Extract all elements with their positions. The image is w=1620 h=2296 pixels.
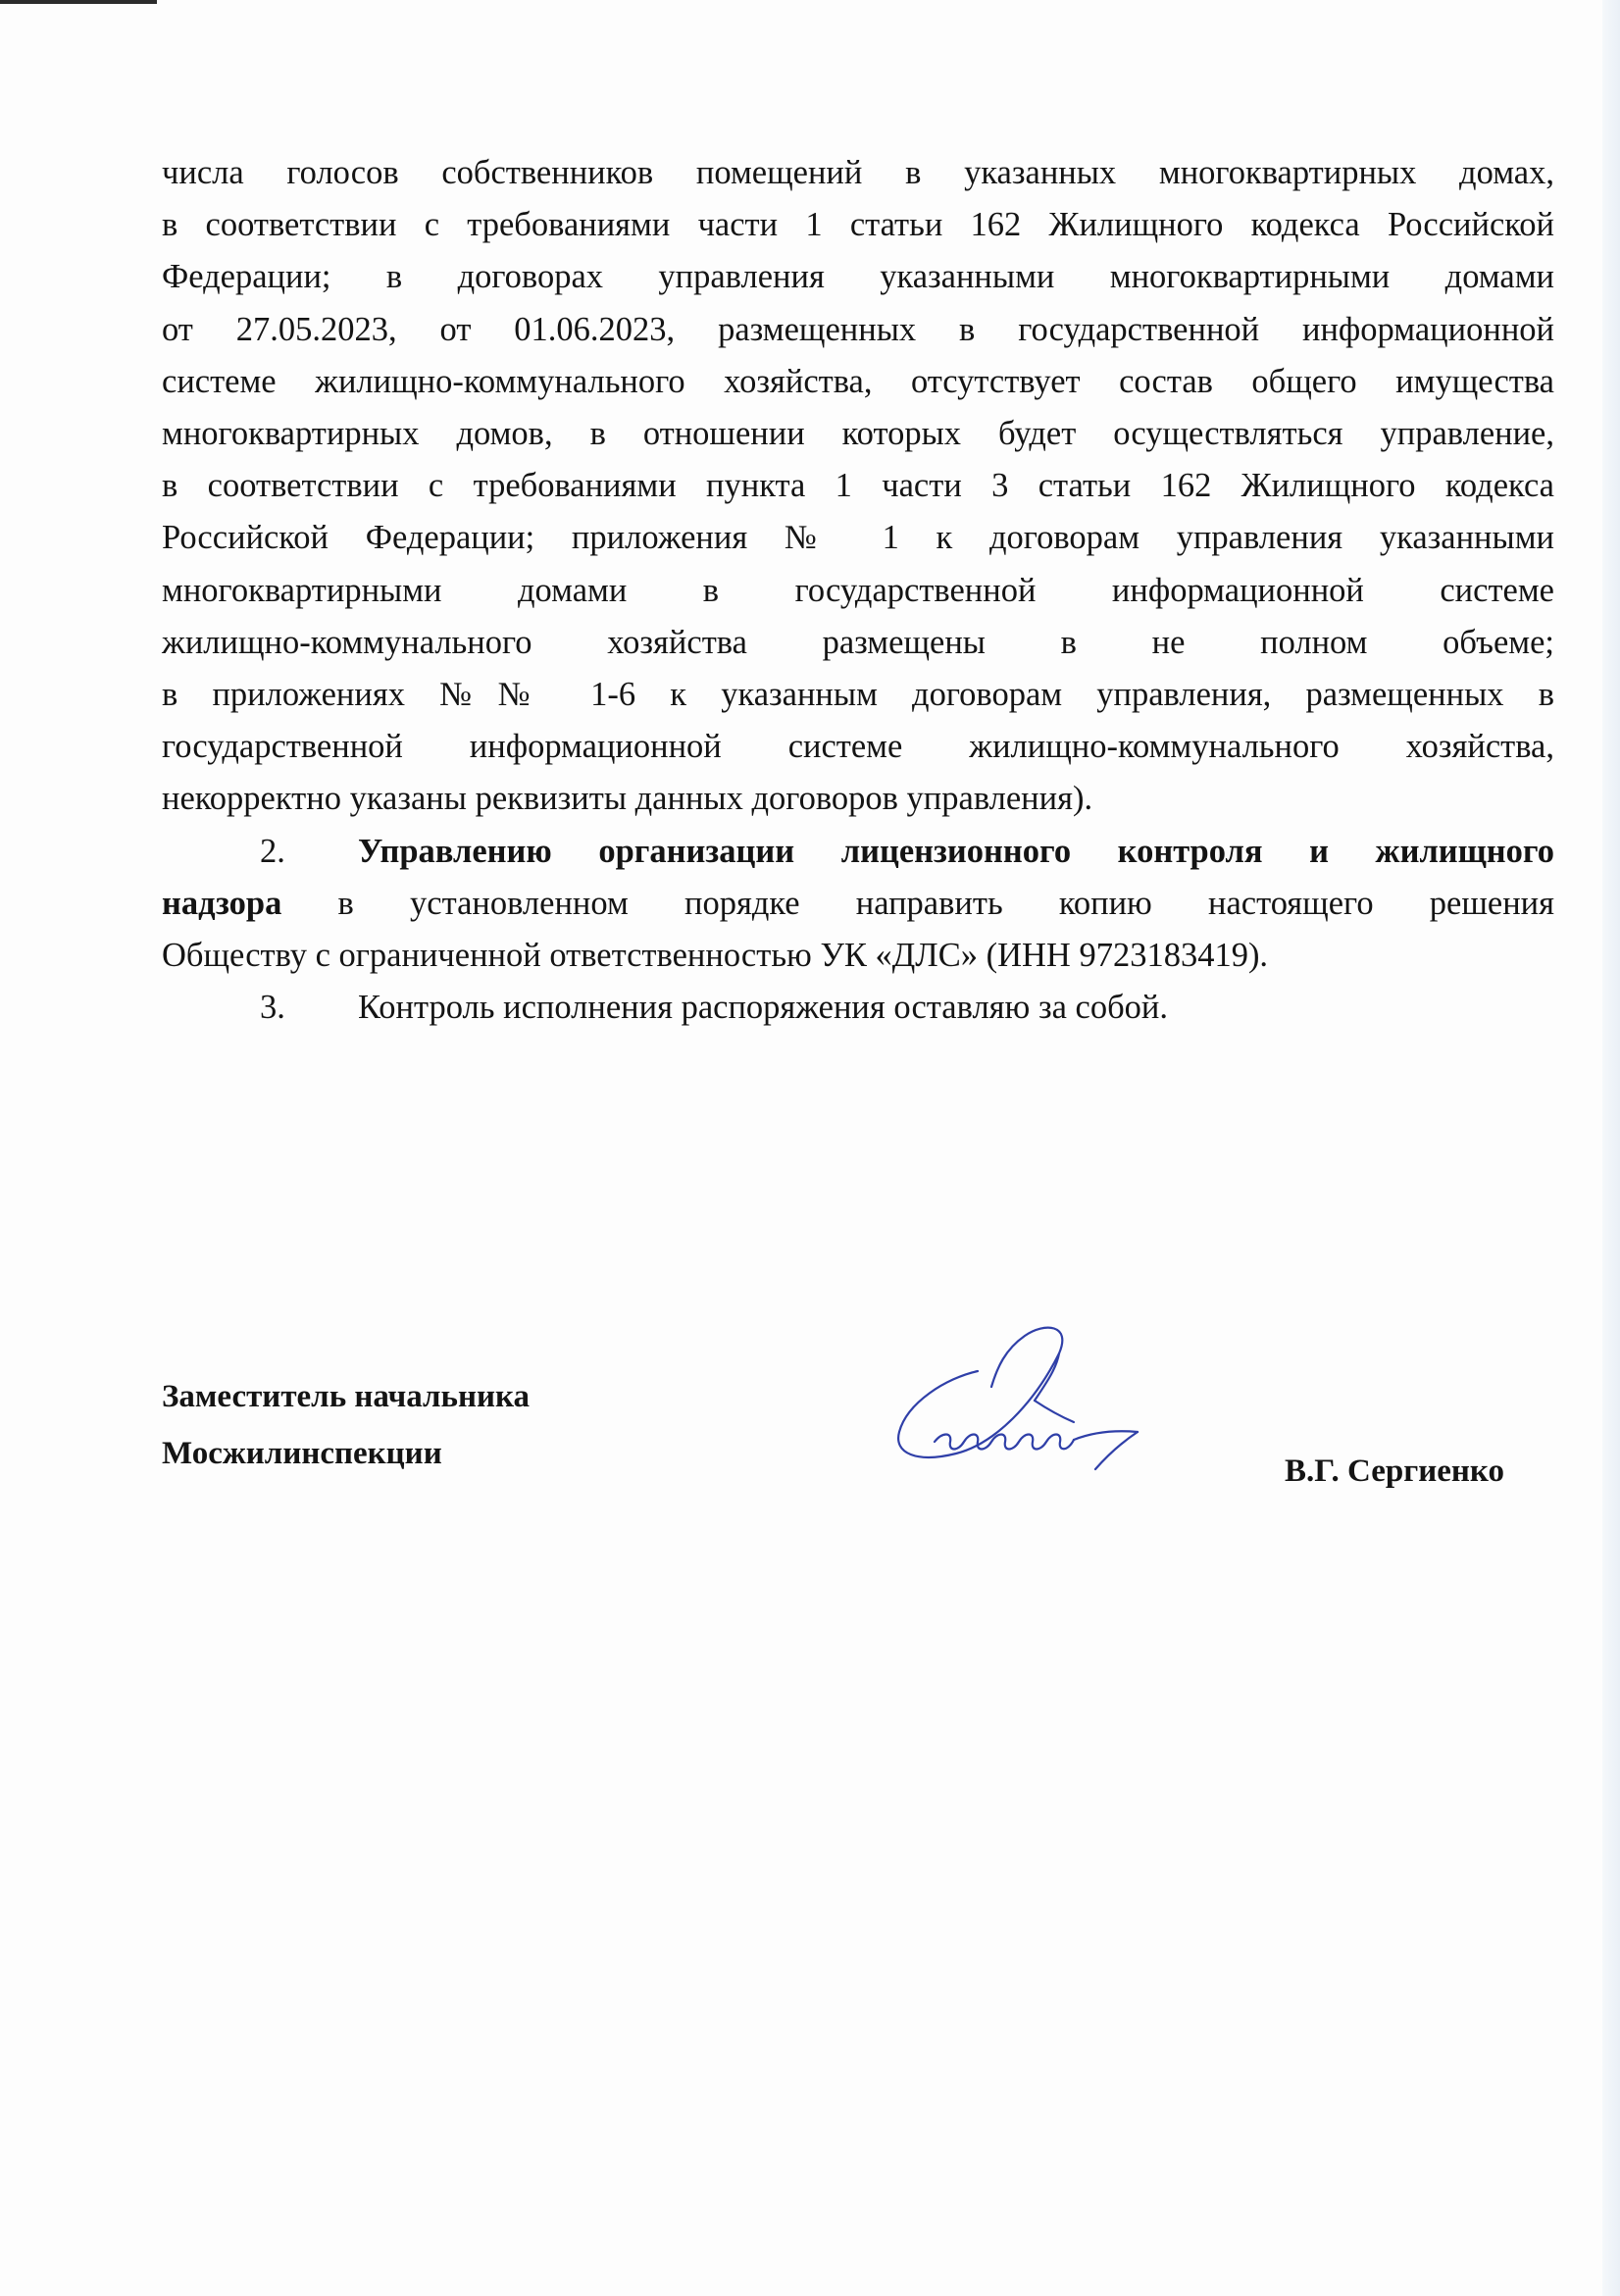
- paragraph-line: от 27.05.2023, от 01.06.2023, размещенных в государственной информационной: [162, 310, 1554, 348]
- paragraph-line: некорректно указаны реквизиты данных договоров управления).: [162, 780, 1093, 818]
- list-item-2-bold-word: надзора: [162, 884, 282, 922]
- list-number: 2.: [260, 832, 285, 870]
- list-item-2-text: в установленном порядке направить копию настоящего решения: [281, 884, 1554, 922]
- paragraph-line: государственной информационной системе жилищно-коммунального хозяйства,: [162, 728, 1554, 766]
- list-item-2-line-3: Обществу с ограниченной ответственностью УК «ДЛС» (ИНН 9723183419).: [162, 937, 1269, 975]
- signatory-name: В.Г. Сергиенко: [1285, 1454, 1505, 1489]
- list-item-3: [162, 982, 1554, 1034]
- list-item-3-text: Контроль исполнения распоряжения оставляю за собой.: [358, 989, 1168, 1027]
- list-item-3-line-1: [162, 982, 1554, 1034]
- paragraph-line: многоквартирными домами в государственной информационной системе: [162, 571, 1554, 609]
- document-body: [162, 147, 1554, 1034]
- page-edge-shadow: [1602, 0, 1620, 2296]
- paragraph-line: жилищно-коммунального хозяйства размещены в не полном объеме;: [162, 623, 1554, 661]
- paragraph-continuation: [162, 147, 1554, 826]
- position-line-2: Мосжилинспекции: [162, 1436, 442, 1471]
- list-item-2-bold-text: Управлению организации лицензионного контроля и жилищного: [358, 832, 1554, 870]
- paragraph-line: числа голосов собственников помещений в указанных многоквартирных домах,: [162, 154, 1554, 191]
- list-item-2-line-1: [162, 826, 1554, 878]
- paragraph-line: в соответствии с требованиями части 1 статьи 162 Жилищного кодекса Российской: [162, 206, 1554, 244]
- paragraph-line: Федерации; в договорах управления указанными многоквартирными домами: [162, 258, 1554, 296]
- paragraph-line: Российской Федерации; приложения № 1 к договорам управления указанными: [162, 519, 1554, 557]
- list-item-2: [162, 826, 1554, 983]
- scan-corner-mark: [0, 0, 157, 4]
- paragraph-line: в соответствии с требованиями пункта 1 части 3 статьи 162 Жилищного кодекса: [162, 467, 1554, 505]
- paragraph-line: в приложениях №№ 1-6 к указанным договорам управления, размещенных в: [162, 676, 1554, 714]
- handwritten-signature: [887, 1285, 1201, 1481]
- list-item-2-line-2: [162, 878, 1554, 930]
- paragraph-line: системе жилищно-коммунального хозяйства, отсутствует состав общего имущества: [162, 362, 1554, 400]
- paragraph-line: многоквартирных домов, в отношении которых будет осуществляться управление,: [162, 415, 1554, 453]
- list-number: 3.: [260, 989, 285, 1027]
- position-line-1: Заместитель начальника: [162, 1379, 530, 1414]
- signatory-position: [162, 1368, 530, 1482]
